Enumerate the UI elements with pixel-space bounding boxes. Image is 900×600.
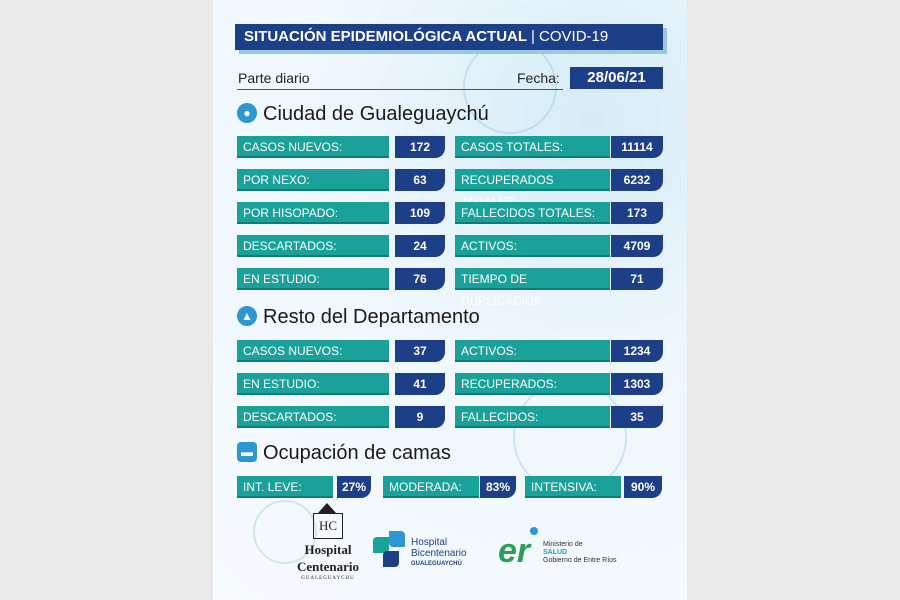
location-pin-icon: ● [237, 103, 257, 123]
section-title: Ciudad de Gualeguaychú [263, 103, 489, 125]
logos-footer [213, 505, 687, 600]
er-mark: er [498, 532, 531, 570]
stat-label: EN ESTUDIO: [237, 373, 389, 395]
stat-value: 172 [395, 136, 445, 158]
er-line3: Gobierno de Entre Ríos [543, 557, 617, 564]
hb-line3: GUALEGUAYCHÚ [411, 561, 462, 567]
ministerio-salud-logo [498, 533, 668, 573]
stat-value: 37 [395, 340, 445, 362]
stat-label: CASOS NUEVOS: [237, 136, 389, 158]
section-camas [237, 442, 451, 465]
stat-value: 6232 [611, 169, 663, 191]
logo-shape [389, 531, 405, 547]
hc-line1: Hospital [304, 542, 352, 557]
hc-line3: GUALEGUAYCHU [301, 576, 355, 581]
logo-dot [530, 527, 538, 535]
stat-label: RECUPERADOS: [455, 373, 610, 395]
stat-value: 4709 [611, 235, 663, 257]
stat-label: FALLECIDOS TOTALES: [455, 202, 610, 224]
stat-label: EN ESTUDIO: [237, 268, 389, 290]
page-title [235, 24, 663, 50]
stat-label: POR HISOPADO: [237, 202, 389, 224]
bed-occupancy-value: 90% [624, 476, 662, 498]
fecha-value: 28/06/21 [570, 67, 663, 89]
stat-value: 11114 [611, 136, 663, 158]
er-line2: SALUD [543, 549, 568, 556]
stat-value: 1303 [611, 373, 663, 395]
hospital-bicentenario-logo [373, 531, 493, 571]
infographic-card [213, 0, 687, 600]
title-main: SITUACIÓN EPIDEMIOLÓGICA ACTUAL [244, 28, 527, 45]
title-sub: COVID-19 [539, 28, 609, 45]
stat-value: 41 [395, 373, 445, 395]
stat-label: POR NEXO: [237, 169, 389, 191]
stat-value: 9 [395, 406, 445, 428]
stat-value: 63 [395, 169, 445, 191]
stat-label: RECUPERADOS [455, 169, 610, 191]
fecha-label: Fecha: [517, 70, 560, 86]
stat-value: 24 [395, 235, 445, 257]
bed-occupancy-value: 83% [480, 476, 516, 498]
bed-occupancy-label: MODERADA: [383, 476, 479, 498]
section-title: Resto del Departamento [263, 306, 480, 328]
stat-value: 71 [611, 268, 663, 290]
stat-value: 1234 [611, 340, 663, 362]
section-title: Ocupación de camas [263, 442, 451, 464]
stat-label: TIEMPO DE DUPLICACIÓN: [455, 268, 610, 290]
stat-label: DESCARTADOS: [237, 406, 389, 428]
stat-label: CASOS TOTALES: [455, 136, 610, 158]
stat-label: ACTIVOS: [455, 235, 610, 257]
parte-label: Parte diario [238, 70, 310, 86]
bed-occupancy-value: 27% [337, 476, 371, 498]
hospital-centenario-logo [293, 513, 363, 581]
section-ciudad [237, 103, 489, 126]
hc-mark: HC [313, 513, 343, 539]
bed-occupancy-label: INT. LEVE: [237, 476, 333, 498]
stat-value: 35 [611, 406, 663, 428]
hc-line2: Centenario [296, 559, 360, 574]
bed-icon: ▬ [237, 442, 257, 462]
stat-value: 76 [395, 268, 445, 290]
stat-value: 109 [395, 202, 445, 224]
map-icon: ▲ [237, 306, 257, 326]
stat-label: DESCARTADOS: [237, 235, 389, 257]
divider [237, 89, 563, 90]
section-resto [237, 306, 480, 329]
stat-label: FALLECIDOS: [455, 406, 610, 428]
hb-line1: Hospital [411, 537, 448, 548]
hb-line2: Bicentenario [411, 548, 467, 559]
stat-label: ACTIVOS: [455, 340, 610, 362]
stat-value: 173 [611, 202, 663, 224]
stat-label: CASOS NUEVOS: [237, 340, 389, 362]
title-separator: | [530, 28, 535, 45]
logo-shape [383, 551, 399, 567]
er-line1: Ministerio de [543, 541, 583, 548]
bed-occupancy-label: INTENSIVA: [525, 476, 621, 498]
